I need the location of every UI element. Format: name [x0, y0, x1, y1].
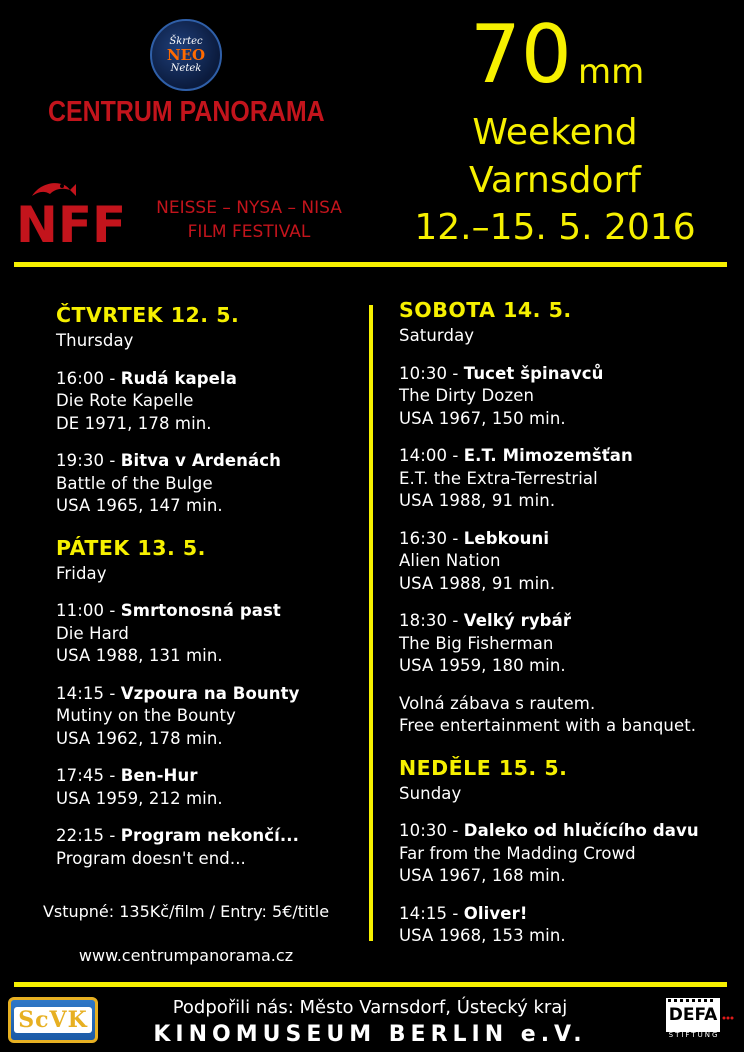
day-friday: [56, 533, 366, 871]
film-entry: [56, 765, 366, 810]
film-title: Vzpoura na Bounty: [120, 683, 300, 703]
film-time: 22:15 -: [56, 826, 121, 845]
film-entry: [399, 820, 734, 888]
film-original-title: The Dirty Dozen: [399, 386, 535, 405]
film-info: USA 1965, 147 min.: [56, 496, 223, 515]
film-title: E.T. Mimozemšťan: [463, 446, 633, 465]
film-info: USA 1959, 212 min.: [56, 788, 223, 808]
film-time: 19:30 -: [56, 451, 121, 470]
film-time: 14:00 -: [399, 446, 464, 465]
film-entry: [56, 825, 366, 870]
film-original-title: Die Hard: [56, 623, 129, 643]
film-original-title: Battle of the Bulge: [56, 473, 213, 493]
film-title: Velký rybář: [463, 611, 572, 630]
film-entry: [56, 368, 366, 436]
day-subtitle: Saturday: [399, 326, 475, 345]
film-time: 16:00 -: [56, 368, 121, 388]
film-title: Daleko od hlučícího davu: [463, 821, 699, 840]
film-info: Program doesn't end...: [56, 848, 246, 868]
film-time: 10:30 -: [399, 363, 464, 383]
film-entry: [399, 610, 734, 678]
film-info: DE 1971, 178 min.: [56, 413, 212, 433]
day-sunday: [399, 753, 734, 948]
film-original-title: Far from the Madding Crowd: [399, 843, 636, 863]
film-entry: [56, 450, 366, 518]
top-divider: [14, 262, 727, 267]
nff-logo: [14, 176, 134, 246]
weekend-heading: Weekend: [472, 112, 638, 153]
program-left-column: [56, 300, 366, 885]
varnsdorf-heading: Varnsdorf: [469, 160, 641, 201]
unit-mm: mm: [578, 52, 645, 92]
day-saturday: [399, 295, 734, 738]
nff-line1: NEISSE – NYSA – NISA: [156, 198, 342, 218]
film-entry: [56, 683, 366, 751]
film-time: 16:30 -: [399, 528, 464, 548]
supporters-text: Podpořili nás: Město Varnsdorf, Ústecký kraj: [172, 997, 568, 1018]
day-title: PÁTEK 13. 5.: [56, 535, 206, 560]
note-line-cz: Volná zábava s rautem.: [399, 693, 596, 713]
film-time: 17:45 -: [56, 766, 121, 785]
nff-letters: NFF: [16, 196, 127, 246]
column-divider: [369, 305, 373, 941]
big-70: 70: [470, 8, 572, 101]
film-time: 18:30 -: [399, 611, 464, 630]
film-info: USA 1959, 180 min.: [399, 656, 566, 675]
day-title: ČTVRTEK 12. 5.: [56, 303, 240, 327]
nff-festival-text: [138, 196, 360, 244]
fish-icon: [32, 183, 70, 196]
day-title: SOBOTA 14. 5.: [399, 298, 572, 322]
film-time: 11:00 -: [56, 601, 121, 620]
dates-heading: 12.–15. 5. 2016: [414, 207, 696, 248]
website-link[interactable]: www.centrumpanorama.cz: [78, 946, 294, 965]
film-time: 10:30 -: [399, 821, 464, 840]
film-entry: [399, 445, 734, 513]
film-info: USA 1988, 131 min.: [56, 646, 223, 665]
price-info: Vstupné: 135Kč/film / Entry: 5€/title: [42, 902, 330, 921]
film-title: Program nekončí...: [120, 826, 299, 845]
logo-bottom-text: Netek: [170, 63, 202, 74]
day-title: NEDĚLE 15. 5.: [399, 755, 568, 780]
film-entry: [399, 903, 734, 948]
film-entry: [399, 363, 734, 431]
film-title: Bitva v Ardenách: [120, 451, 281, 470]
film-time: 14:15 -: [56, 683, 121, 703]
bottom-divider: [14, 982, 727, 987]
film-info: USA 1967, 150 min.: [399, 408, 566, 428]
film-info: USA 1968, 153 min.: [399, 926, 566, 945]
day-subtitle: Friday: [56, 563, 107, 583]
logo-top-text: Škrtec: [169, 36, 203, 47]
day-thursday: [56, 300, 366, 518]
film-original-title: E.T. the Extra-Terrestrial: [399, 468, 598, 488]
skrtec-logo: [150, 19, 222, 91]
day-subtitle: Sunday: [399, 783, 462, 803]
film-title: Tucet špinavců: [463, 363, 604, 383]
day-subtitle: Thursday: [56, 331, 134, 350]
film-original-title: Die Rote Kapelle: [56, 391, 194, 410]
film-info: USA 1967, 168 min.: [399, 866, 566, 885]
defa-logo-text: DEFA: [668, 1002, 718, 1028]
film-entry: [399, 528, 734, 596]
scvk-text: ScVK: [14, 1007, 91, 1033]
film-title: Rudá kapela: [120, 368, 237, 388]
film-title: Oliver!: [463, 903, 528, 923]
logo-mid-text: NEO: [166, 46, 206, 64]
banquet-note: [399, 693, 734, 738]
scvk-logo: [8, 997, 98, 1043]
film-title: Smrtonosná past: [120, 601, 281, 620]
film-title: Lebkouni: [463, 528, 550, 548]
note-line-en: Free entertainment with a banquet.: [399, 716, 697, 735]
defa-stiftung-text: STIFTUNG: [668, 1031, 720, 1039]
film-info: USA 1988, 91 min.: [399, 573, 556, 593]
centrum-panorama-logo: CENTRUM PANORAMA: [48, 96, 325, 128]
film-original-title: Mutiny on the Bounty: [56, 706, 236, 725]
film-title: Ben-Hur: [120, 766, 198, 785]
film-info: USA 1988, 91 min.: [399, 491, 556, 510]
film-original-title: The Big Fisherman: [399, 633, 554, 653]
kinomuseum-text: KINOMUSEUM BERLIN e.V.: [153, 1022, 587, 1047]
nff-line2: FILM FESTIVAL: [187, 222, 311, 242]
film-entry: [56, 600, 366, 668]
program-right-column: [399, 295, 734, 963]
film-info: USA 1962, 178 min.: [56, 728, 223, 748]
film-time: 14:15 -: [399, 903, 464, 923]
film-original-title: Alien Nation: [399, 551, 501, 570]
